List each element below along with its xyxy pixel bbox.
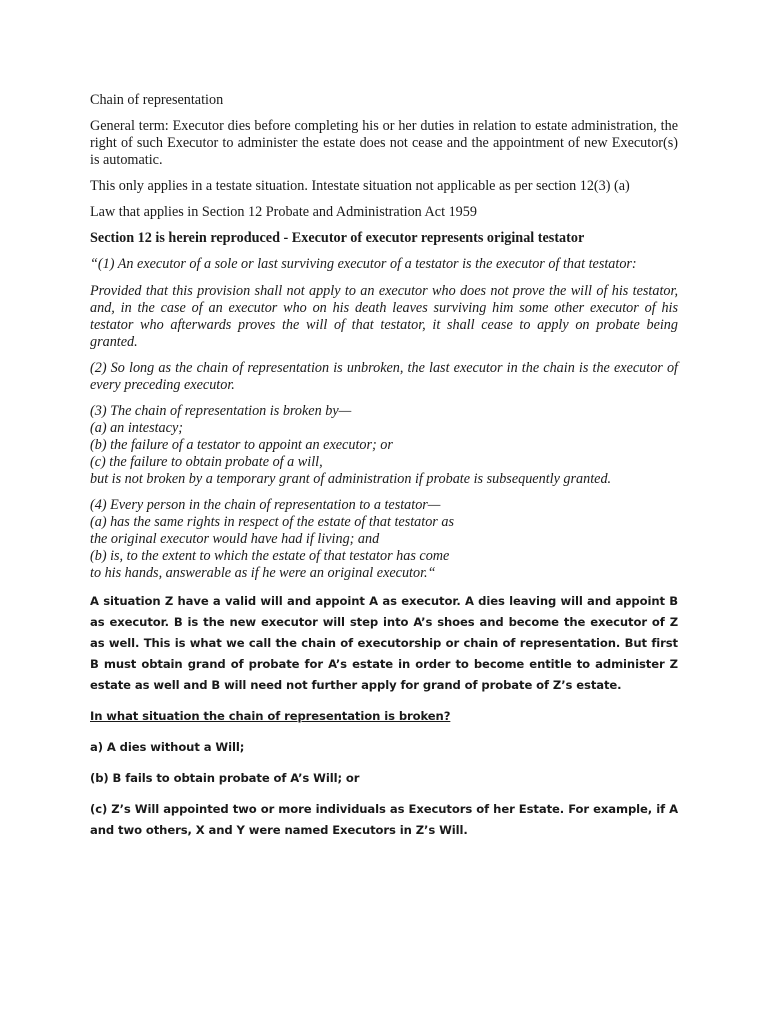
clause-4-item-b-line-1: (b) is, to the extent to which the estate of that testator has come [90,548,450,564]
clause-3-item-b: (b) the failure of a testator to appoint an executor; or [90,437,393,453]
document-heading: Chain of representation [90,92,224,108]
clause-4 [90,497,678,582]
clause-4-item-a-line-1: (a) has the same rights in respect of the estate of that testator as [90,514,454,530]
document-page [90,92,678,841]
clause-4-item-b-line-2: to his hands, answerable as if he were an original executor.“ [90,565,436,581]
section-title: Section 12 is herein reproduced - Executor of executor represents original testator [90,230,585,246]
clause-3-item-a: (a) an intestacy; [90,420,183,436]
clause-4-intro: (4) Every person in the chain of representation to a testator— [90,497,441,513]
answer-b: (b) B fails to obtain probate of A’s Will; or [90,771,360,785]
clause-3 [90,403,678,488]
answer-c: (c) Z’s Will appointed two or more individuals as Executors of her Estate. For example, if A and two others, X and Y were named Executors in Z’s Will. [90,802,678,837]
clause-3-intro: (3) The chain of representation is broken by— [90,403,352,419]
clause-2: (2) So long as the chain of representation is unbroken, the last executor in the chain is the executor of every preceding executor. [90,360,678,393]
example-paragraph: A situation Z have a valid will and appoint A as executor. A dies leaving will and appoint B as executor. B is the new executor will step into A’s shoes and become the executor of Z as well. This is what we call the chain of executorship or chain of representation. But first B must obtain grand of probate for A’s estate in order to become entitle to administer Z estate as well and B will need not further apply for grand of probate of Z’s estate. [90,594,678,692]
testate-note: This only applies in a testate situation. Intestate situation not applicable as per section 12(3) (a) [90,178,630,194]
proviso-paragraph: Provided that this provision shall not apply to an executor who does not prove the will of his testator, and, in the case of an executor who on his death leaves surviving him some other executor of his testator who afterwards proves the will of that testator, it shall cease to apply on probate being granted. [90,283,678,350]
answer-a: a) A dies without a Will; [90,740,245,754]
clause-3-tail: but is not broken by a temporary grant of administration if probate is subsequently granted. [90,471,612,487]
clause-3-item-c: (c) the failure to obtain probate of a will, [90,454,323,470]
question-heading [90,706,678,727]
question-heading-text: In what situation the chain of representation is broken? [90,709,451,723]
law-note: Law that applies in Section 12 Probate and Administration Act 1959 [90,204,477,220]
clause-1: “(1) An executor of a sole or last surviving executor of a testator is the executor of that testator: [90,256,637,272]
general-term-paragraph: General term: Executor dies before completing his or her duties in relation to estate administration, the right of such Executor to administer the estate does not cease and the appointment of new Executor(s) is automatic. [90,118,678,168]
clause-4-item-a-line-2: the original executor would have had if living; and [90,531,380,547]
